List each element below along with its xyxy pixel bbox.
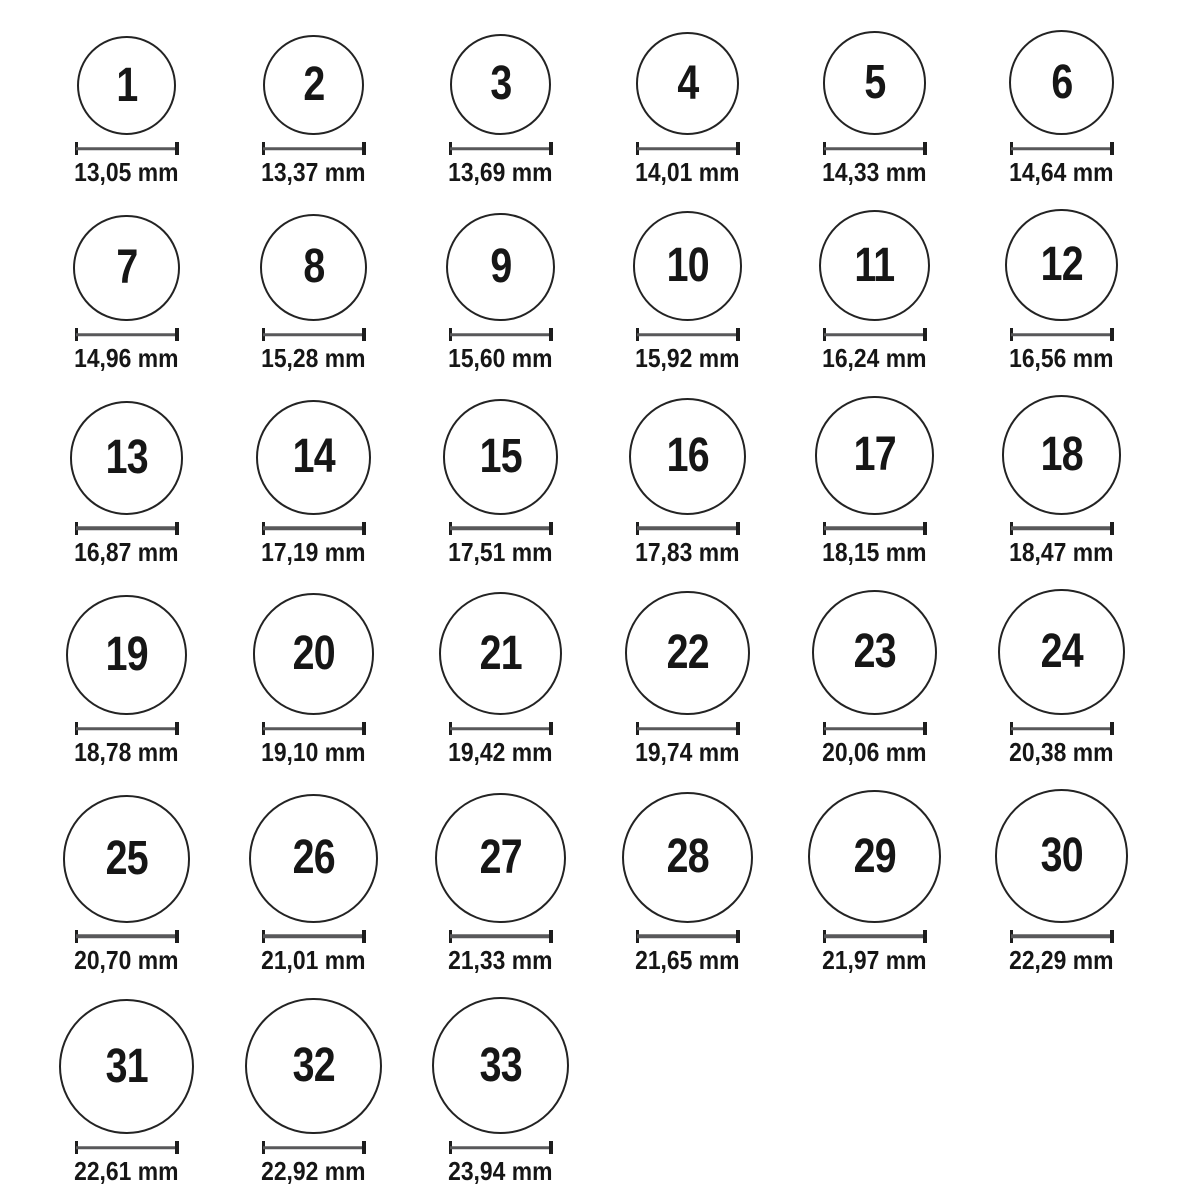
measure-end-tick-right [549,722,553,735]
diameter-label: 19,42 mm [448,737,553,768]
diameter-measure-line [75,522,179,535]
measure-bar [263,333,365,337]
measure-bar [1011,935,1113,939]
ring-circle [629,398,746,515]
ring-size-cell [33,999,220,1187]
diameter-label: 21,33 mm [448,944,553,975]
ring-circle [245,998,381,1134]
ring-circle [995,789,1129,923]
ring-size-number: 1 [115,58,138,112]
ring-circle [263,35,363,135]
diameter-measure-line [823,930,927,943]
diameter-measure-line [449,328,553,341]
measure-bar [450,1146,552,1150]
diameter-measure-line [449,930,553,943]
diameter-measure-line [449,142,553,155]
ring-size-number: 25 [105,832,148,886]
ring-size-number: 22 [666,626,709,680]
diameter-label: 22,29 mm [1009,944,1114,975]
measure-end-tick-right [923,522,927,535]
ring-size-number: 18 [1040,427,1083,481]
diameter-label: 18,78 mm [74,737,179,768]
ring-size-cell [781,790,968,973]
measure-bar [76,147,178,151]
ring-circle [1005,209,1117,321]
ring-size-number: 14 [292,430,335,484]
ring-size-cell [407,34,594,185]
ring-size-cell [407,592,594,768]
ring-size-number: 23 [853,625,896,679]
ring-size-number: 32 [292,1039,335,1093]
ring-circle [450,34,551,135]
measure-bar [1011,526,1113,530]
diameter-label: 13,37 mm [261,157,366,187]
ring-size-number: 7 [115,241,138,295]
measure-bar [76,1146,178,1150]
measure-bar [76,333,178,337]
diameter-measure-line [636,522,740,535]
ring-size-cell [781,396,968,567]
ring-size-number: 31 [105,1039,148,1093]
ring-circle [998,589,1125,716]
diameter-label: 17,19 mm [261,536,366,567]
measure-end-tick-right [175,1141,179,1154]
diameter-label: 19,10 mm [261,737,366,768]
diameter-label: 22,61 mm [74,1156,179,1187]
ring-size-cell [220,998,407,1187]
ring-size-number: 29 [853,829,896,883]
diameter-label: 20,70 mm [74,944,179,975]
measure-end-tick-right [923,930,927,943]
ring-size-number: 9 [489,239,512,293]
ring-size-cell [781,210,968,374]
ring-size-cell [968,789,1155,973]
ring-circle [823,31,927,135]
measure-bar [450,526,552,530]
ring-size-number: 2 [302,57,325,111]
diameter-measure-line [262,522,366,535]
ring-size-number: 20 [292,627,335,681]
ring-size-number: 5 [863,56,886,110]
measure-bar [263,526,365,530]
diameter-measure-line [75,328,179,341]
diameter-label: 21,65 mm [635,944,740,975]
measure-end-tick-right [1110,328,1114,341]
ring-size-number: 33 [479,1038,522,1092]
ring-size-cell [968,30,1155,185]
ring-size-number: 19 [105,627,148,681]
diameter-measure-line [636,328,740,341]
measure-bar [637,935,739,939]
diameter-label: 18,47 mm [1009,536,1114,567]
diameter-label: 16,56 mm [1009,343,1114,374]
diameter-measure-line [75,142,179,155]
measure-end-tick-right [549,930,553,943]
diameter-measure-line [1010,142,1114,155]
diameter-measure-line [636,722,740,735]
measure-end-tick-right [736,722,740,735]
diameter-label: 21,97 mm [822,944,927,975]
measure-bar [1011,333,1113,337]
measure-bar [263,935,365,939]
ring-size-number: 8 [302,240,325,294]
measure-end-tick-right [362,522,366,535]
measure-bar [824,935,926,939]
ring-size-number: 12 [1040,238,1083,292]
diameter-measure-line [823,142,927,155]
diameter-measure-line [449,522,553,535]
ring-size-number: 15 [479,429,522,483]
measure-bar [76,935,178,939]
diameter-measure-line [823,722,927,735]
diameter-measure-line [262,722,366,735]
ring-size-number: 21 [479,626,522,680]
diameter-measure-line [262,142,366,155]
ring-size-number: 26 [292,831,335,885]
diameter-label: 17,83 mm [635,536,740,567]
ring-circle [636,32,739,135]
ring-size-cell [594,211,781,374]
diameter-label: 14,64 mm [1009,157,1114,187]
diameter-label: 15,60 mm [448,343,553,374]
ring-size-cell [33,215,220,374]
diameter-label: 14,33 mm [822,157,927,187]
ring-size-cell [968,589,1155,766]
diameter-measure-line [262,328,366,341]
ring-circle [77,36,176,135]
ring-circle [1002,395,1121,514]
measure-end-tick-right [1110,930,1114,943]
ring-size-cell [407,793,594,973]
ring-size-cell [33,795,220,973]
measure-end-tick-right [362,142,366,155]
ring-size-number: 24 [1040,624,1083,678]
measure-end-tick-right [175,930,179,943]
ring-size-cell [33,595,220,766]
diameter-label: 21,01 mm [261,944,366,975]
diameter-measure-line [636,142,740,155]
ring-size-cell [220,400,407,565]
ring-circle [59,999,194,1134]
ring-size-cell [594,32,781,185]
diameter-label: 16,87 mm [74,536,179,567]
diameter-label: 23,94 mm [448,1156,553,1187]
ring-circle [633,211,743,321]
ring-circle [253,593,375,715]
measure-end-tick-right [736,142,740,155]
measure-end-tick-right [1110,722,1114,735]
ring-circle [256,400,371,515]
diameter-label: 19,74 mm [635,737,740,768]
diameter-label: 15,28 mm [261,343,366,374]
ring-circle [73,215,179,321]
diameter-label: 17,51 mm [448,536,553,567]
diameter-label: 18,15 mm [822,536,927,567]
measure-bar [637,526,739,530]
measure-bar [76,526,178,530]
measure-bar [824,727,926,731]
diameter-measure-line [75,1141,179,1154]
measure-bar [263,727,365,731]
measure-end-tick-right [736,328,740,341]
ring-circle [443,399,559,515]
ring-size-number: 6 [1050,55,1073,109]
ring-size-cell [33,401,220,567]
ring-size-cell [220,593,407,768]
ring-size-cell [594,792,781,973]
diameter-measure-line [75,930,179,943]
ring-size-number: 28 [666,830,709,884]
measure-end-tick-right [549,522,553,535]
measure-end-tick-right [923,142,927,155]
measure-bar [637,333,739,337]
ring-size-number: 10 [666,239,709,293]
ring-circle [1009,30,1114,135]
diameter-measure-line [449,1141,553,1154]
measure-end-tick-right [175,722,179,735]
ring-circle [625,591,749,715]
ring-circle [63,795,191,923]
ring-circle [808,790,941,923]
ring-size-cell [407,213,594,372]
measure-end-tick-right [175,142,179,155]
diameter-label: 15,92 mm [635,343,740,374]
diameter-measure-line [1010,328,1114,341]
measure-end-tick-right [736,522,740,535]
measure-end-tick-right [736,930,740,943]
diameter-measure-line [1010,722,1114,735]
diameter-label: 16,24 mm [822,343,927,374]
ring-size-number: 3 [489,57,512,111]
measure-bar [450,727,552,731]
ring-size-number: 13 [105,430,148,484]
diameter-label: 14,96 mm [74,343,179,374]
diameter-label: 13,05 mm [74,157,179,187]
measure-bar [1011,147,1113,151]
ring-size-cell [220,794,407,973]
diameter-label: 20,38 mm [1009,737,1114,768]
measure-end-tick-right [549,1141,553,1154]
ring-size-cell [407,997,594,1187]
ring-circle [432,997,569,1134]
measure-end-tick-right [923,328,927,341]
diameter-label: 22,92 mm [261,1156,366,1187]
ring-size-cell [781,31,968,185]
ring-circle [249,794,378,923]
ring-size-number: 17 [853,428,896,482]
diameter-measure-line [262,1141,366,1154]
ring-circle [622,792,753,923]
measure-bar [637,147,739,151]
ring-size-number: 16 [666,429,709,483]
measure-bar [450,333,552,337]
ring-size-cell [220,35,407,185]
ring-circle [260,214,367,321]
measure-bar [263,1146,365,1150]
ring-circle [819,210,930,321]
measure-bar [824,333,926,337]
diameter-label: 20,06 mm [822,737,927,768]
ring-size-cell [220,214,407,374]
ring-size-cell [407,399,594,565]
ring-circle [70,401,183,514]
measure-end-tick-right [362,328,366,341]
ring-circle [66,595,187,716]
diameter-label: 13,69 mm [448,157,553,187]
diameter-measure-line [75,722,179,735]
measure-end-tick-right [1110,522,1114,535]
measure-bar [1011,727,1113,731]
ring-size-cell [968,395,1155,567]
diameter-measure-line [262,930,366,943]
measure-bar [450,935,552,939]
ring-circle [435,793,565,923]
measure-end-tick-right [549,142,553,155]
ring-circle [812,590,937,715]
chart-row [33,209,1200,374]
measure-bar [263,147,365,151]
measure-end-tick-right [1110,142,1114,155]
ring-size-number: 27 [479,830,522,884]
measure-end-tick-right [362,930,366,943]
measure-bar [824,526,926,530]
measure-end-tick-right [923,722,927,735]
chart-row [33,997,1200,1187]
measure-bar [450,147,552,151]
ring-circle [815,396,933,514]
measure-end-tick-right [362,1141,366,1154]
ring-size-cell [781,590,968,768]
measure-bar [824,147,926,151]
diameter-measure-line [636,930,740,943]
measure-end-tick-right [175,328,179,341]
ring-size-cell [33,36,220,185]
diameter-label: 14,01 mm [635,157,740,187]
chart-row [33,589,1200,766]
measure-bar [637,727,739,731]
ring-size-cell [968,209,1155,374]
chart-row [33,395,1200,567]
diameter-measure-line [823,328,927,341]
measure-bar [76,727,178,731]
chart-row [33,30,1200,185]
diameter-measure-line [1010,930,1114,943]
chart-row [33,789,1200,973]
measure-end-tick-right [175,522,179,535]
diameter-measure-line [1010,522,1114,535]
diameter-measure-line [823,522,927,535]
measure-end-tick-right [362,722,366,735]
measure-end-tick-right [549,328,553,341]
ring-size-number: 30 [1040,829,1083,883]
ring-size-cell [594,591,781,768]
ring-circle [439,592,562,715]
diameter-measure-line [449,722,553,735]
ring-size-number: 4 [676,56,699,110]
ring-size-number: 11 [854,238,895,292]
ring-size-cell [594,398,781,565]
ring-circle [446,213,555,322]
